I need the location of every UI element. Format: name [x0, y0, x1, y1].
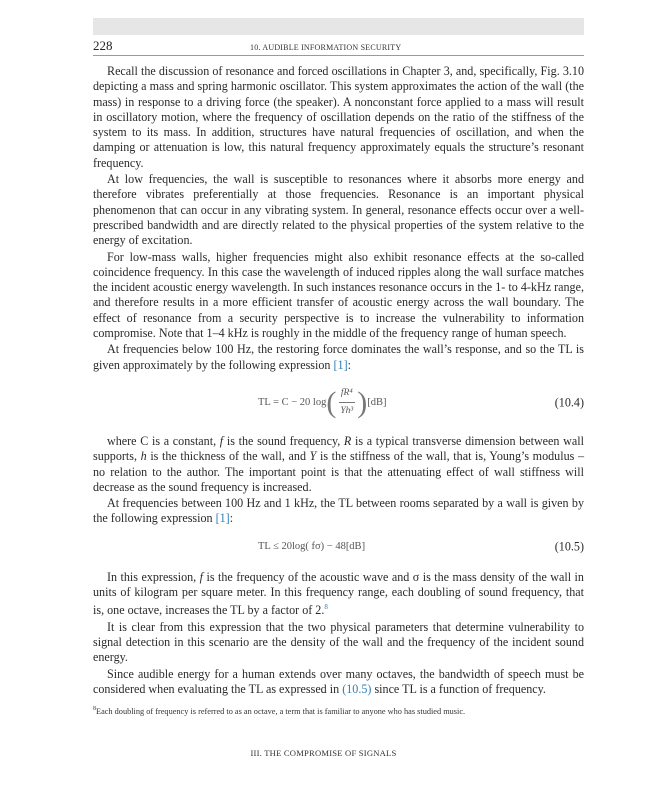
paragraph-6-text: At frequencies between 100 Hz and 1 kHz, the TL between rooms separated by a wall is given by the following expression: [93, 496, 584, 526]
var-f: f: [219, 433, 224, 448]
paragraph-6: [93, 496, 584, 527]
running-head: 10. AUDIBLE INFORMATION SECURITY: [250, 43, 402, 52]
paragraph-4-end: :: [347, 357, 351, 372]
paragraph-8: It is clear from this expression that the two physical parameters that determine vulnerability to signal detection in this scenario are the density of the wall and the frequency of the incident sound energy.: [93, 619, 584, 665]
paragraph-9-text-a: Since audible energy for a human extends over many octaves, the bandwidth of speech must be considered when evaluating the TL as expressed in: [93, 666, 584, 696]
var-R: R: [343, 433, 352, 448]
paragraph-5-text-e: is the stiffness of the wall, that is, Young’s modulus – no relation to the author. The important point is that the attenuating effect of wall stiffness will decrease as the sound frequency is increased.: [93, 449, 585, 494]
paragraph-2: At low frequencies, the wall is susceptible to resonances where it absorbs more energy and therefore vibrates preferentially at those frequencies. Resonance is an important physical phenomenon that can occur in any vibrating system. In general, resonance effects occur over a well-prescribed bandwidth and are directly related to the physical properties of the system relative to the energy of excitation.: [93, 172, 584, 248]
paragraph-4-text: At frequencies below 100 Hz, the restoring force dominates the wall’s response, and so the TL is given approximately by the following expression: [93, 342, 584, 372]
equation-10-4-fraction: [338, 386, 355, 420]
paragraph-9: [93, 667, 584, 698]
paragraph-5-text-c: is a typical transverse dimension between wall supports,: [93, 433, 584, 464]
paragraph-9-text-b: since TL is a function of frequency.: [374, 681, 546, 696]
paragraph-7-text-a: In this expression,: [107, 569, 197, 584]
citation-link[interactable]: [1]: [215, 511, 230, 526]
equation-10-4-denominator: Yh³: [340, 406, 354, 417]
paragraph-7-text-c: is the mass density of the wall in units of kilogram per square meter. In this frequency range, each doubling of sound frequency, that is, one octave, increases the TL by a factor of 2.: [93, 569, 584, 618]
equation-10-5-number: (10.5): [554, 539, 584, 554]
footnote-text: Each doubling of frequency is referred to as an octave, a term that is familiar to anyone who has studied music.: [96, 706, 466, 716]
header-bar: [93, 18, 584, 35]
paragraph-1: Recall the discussion of resonance and forced oscillations in Chapter 3, and, specifically, Fig. 3.10 depicting a mass and spring harmonic oscillator. This system approximates the action of the wall (the mass) in response to a driving force (the speaker). A nonconstant force applied to a mass will result in oscillatory motion, where the frequency of oscillation depends on the ratio of the stiffness of the system to its mass. In addition, structures have natural frequencies of oscillation, and when the damping or attenuation is low, this natural frequency approximately equals the structure’s resonant frequency.: [93, 64, 584, 170]
equation-ref-link[interactable]: (10.5): [342, 681, 372, 696]
equation-10-5-body: TL ≤ 20log( fσ) − 48[dB]: [258, 541, 366, 553]
running-footer: III. THE COMPROMISE OF SIGNALS: [250, 748, 397, 758]
paragraph-7: [93, 570, 584, 619]
var-h: h: [140, 449, 147, 464]
var-f: f: [199, 569, 204, 584]
footnote: [93, 706, 584, 716]
equation-10-4-unit: [dB]: [367, 397, 387, 409]
paragraph-3: For low-mass walls, higher frequencies might also exhibit resonance effects at the so-called coincidence frequency. In this case the wavelength of induced ripples along the wall surface matches the incident acoustic energy wavelength. In such instances resonance occurs in the 1- to 4-kHz range, and therefore results in a more efficient transfer of acoustic energy across the wall boundary. The effect of resonance from a security perspective is to increase the vulnerability to information compromise. Note that 1–4 kHz is roughly in the middle of the frequency range of human speech.: [93, 249, 584, 341]
paragraph-6-end: :: [229, 511, 234, 526]
page-number: 228: [93, 38, 113, 53]
var-Y: Y: [309, 449, 317, 464]
citation-link[interactable]: [1]: [333, 357, 348, 372]
paragraph-5-text-d: is the thickness of the wall, and: [150, 449, 306, 464]
body-text: [93, 64, 584, 697]
paragraph-5-text-b: is the sound frequency,: [226, 433, 341, 448]
left-paren-icon: (: [326, 385, 337, 419]
equation-10-5: [93, 534, 584, 560]
footnote-ref[interactable]: 8: [324, 603, 328, 612]
equation-10-4: [93, 378, 584, 428]
footnote-marker: 8: [93, 706, 96, 712]
equation-10-4-numerator: fR⁴: [339, 386, 355, 403]
paragraph-5-text-a: where C is a constant,: [107, 433, 217, 448]
paragraph-4: [93, 342, 584, 373]
right-paren-icon: ): [357, 385, 368, 419]
equation-10-4-body: [258, 378, 386, 428]
header-rule: [93, 55, 584, 56]
equation-10-4-number: (10.4): [554, 395, 584, 410]
paragraph-7-text-b: is the frequency of the acoustic wave and: [206, 569, 410, 584]
var-sigma: σ: [412, 569, 420, 584]
paragraph-5: [93, 434, 584, 495]
equation-10-4-lhs: TL = C − 20 log: [258, 397, 327, 409]
